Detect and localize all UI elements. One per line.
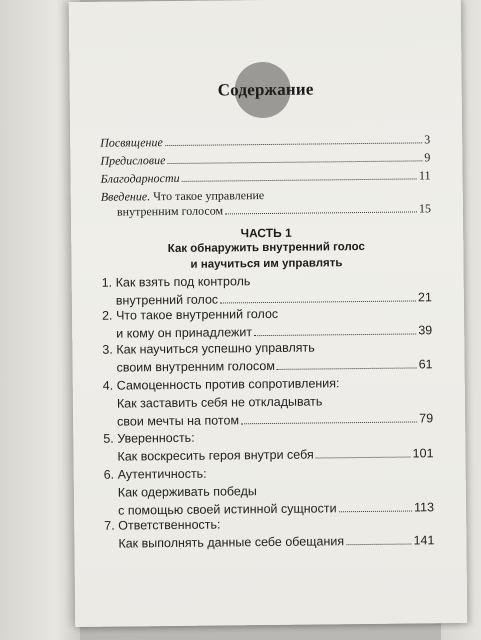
dot-leader — [241, 421, 417, 424]
chapter-line: Самоценность против сопротивления: — [116, 376, 340, 393]
chapter-line: и кому он принадлежит — [116, 325, 253, 341]
chapter-line: Что такое внутренний голос — [115, 306, 279, 323]
chapter-number: 4. — [102, 378, 114, 393]
chapter-line: Как научиться успешно управлять — [116, 340, 315, 357]
chapter-line: Как выполнять данные себе обещания — [118, 534, 345, 551]
chapter-number: 2. — [101, 308, 113, 323]
toc-entry-preface — [100, 150, 430, 168]
book-page — [69, 0, 468, 627]
dot-leader — [167, 160, 422, 164]
toc-chapter-4 — [103, 373, 434, 430]
dot-leader — [339, 511, 413, 513]
dot-leader — [277, 367, 417, 369]
toc-entry-dedication — [100, 132, 430, 150]
chapter-line: Ответственность: — [118, 517, 221, 533]
entry-page: 61 — [418, 357, 433, 372]
toc-entry-introduction — [101, 186, 431, 219]
entry-title: Предисловие — [100, 153, 166, 168]
chapter-line: Уверенность: — [117, 430, 195, 446]
intro-label: Введение. — [100, 189, 151, 204]
adjacent-page-left — [0, 0, 80, 640]
entry-page: 141 — [413, 533, 435, 548]
entry-page: 113 — [414, 500, 435, 515]
part-title: ЧАСТЬ 1 — [240, 225, 292, 241]
chapter-line: Аутентичность: — [117, 466, 207, 482]
dot-leader — [254, 333, 416, 336]
page-title: Содержание — [217, 79, 314, 100]
dot-leader — [316, 457, 411, 459]
toc-entry-acknowledgements — [101, 168, 431, 186]
dot-leader — [225, 211, 417, 214]
dot-leader — [165, 142, 422, 146]
entry-title: Посвящение — [100, 135, 163, 150]
entry-page: 21 — [417, 290, 432, 305]
chapter-line: свои мечты на потом — [117, 413, 240, 429]
entry-title: Благодарности — [100, 170, 180, 186]
chapter-line: Как одерживать победы — [117, 484, 257, 500]
entry-page: 11 — [418, 168, 431, 183]
chapter-line: внутренний голос — [115, 292, 219, 308]
chapter-line: с помощью своей истинной сущности — [117, 501, 337, 518]
entry-page: 3 — [424, 132, 431, 147]
intro-line1: Что такое управление — [150, 188, 265, 204]
part-subtitle-line1: Как обнаружить внутренний голос — [167, 240, 365, 256]
chapter-line: Как взять под контроль — [115, 274, 251, 290]
chapter-number: 7. — [104, 518, 115, 533]
chapter-number: 1. — [101, 275, 113, 290]
chapter-line: своим внутренним голосом — [116, 358, 275, 375]
chapter-line: Как заставить себя не откладывать — [116, 394, 323, 411]
chapter-line: Как воскресить героя внутри себя — [117, 447, 314, 464]
intro-line2: внутренним голосом — [116, 203, 224, 219]
toc-chapter-6 — [104, 462, 435, 519]
part-subtitle-line2: и научиться им управлять — [190, 257, 343, 271]
entry-page: 101 — [412, 446, 434, 461]
dot-leader — [346, 544, 411, 546]
toc-chapter-3 — [102, 337, 432, 376]
chapter-number: 3. — [102, 342, 113, 357]
entry-page: 9 — [424, 150, 431, 165]
chapter-number: 5. — [103, 431, 114, 446]
toc-chapter-7 — [104, 513, 434, 552]
entry-page: 15 — [418, 201, 431, 216]
entry-page: 79 — [419, 411, 434, 426]
entry-page: 39 — [418, 323, 433, 338]
chapter-number: 6. — [103, 467, 115, 482]
toc-chapter-5 — [103, 426, 433, 465]
dot-leader — [182, 178, 417, 181]
